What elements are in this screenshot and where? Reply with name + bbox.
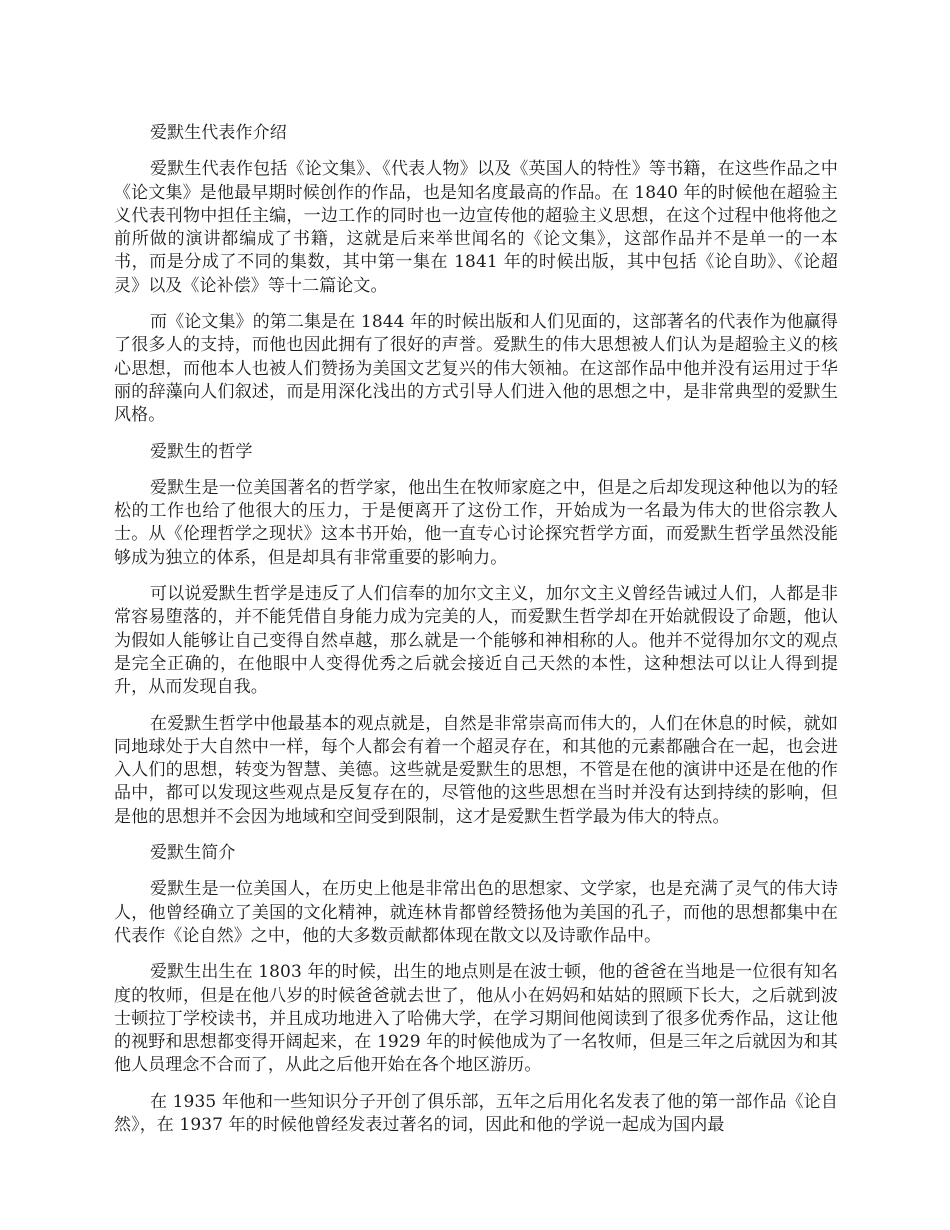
paragraph: 爱默生出生在 1803 年的时候，出生的地点则是在波士顿，他的爸爸在当地是一位很有知名度的牧师，但是在他八岁的时候爸爸就去世了，他从小在妈妈和姑姑的照顾下长大，之后就到波士顿拉丁学校读书，并且成功地进入了哈佛大学，在学习期间他阅读到了很多优秀作品，这让他的视野和思想都变得开阔起来，在 1929 年的时候他成为了一名牧师，但是三年之后就因为和其他人员理念不合而了，从此之后他开始在各个地区游历。 bbox=[114, 962, 838, 1076]
paragraph: 在 1935 年他和一些知识分子开创了俱乐部，五年之后用化名发表了他的第一部作品《论自然》，在 1937 年的时候他曾经发表过著名的词，因此和他的学说一起成为国内最 bbox=[114, 1091, 838, 1135]
paragraph: 爱默生是一位美国著名的哲学家，他出生在牧师家庭之中，但是之后却发现这种他以为的轻松的工作也给了他很大的压力，于是便离开了这份工作，开始成为一名最为伟大的世俗宗教人士。从《伦理哲学之现状》这本书开始，他一直专心讨论探究哲学方面，而爱默生哲学虽然没能够成为独立的体系，但是却具有非常重要的影响力。 bbox=[114, 477, 838, 568]
paragraph: 可以说爱默生哲学是违反了人们信奉的加尔文主义，加尔文主义曾经告诫过人们，人都是非常容易堕落的，并不能凭借自身能力成为完美的人，而爱默生哲学却在开始就假设了命题，他认为假如人能够让自己变得自然卓越，那么就是一个能够和神相称的人。他并不觉得加尔文的观点是完全正确的，在他眼中人变得优秀之后就会接近自己天然的本性，这种想法可以让人得到提升，从而发现自我。 bbox=[114, 584, 838, 698]
section-heading-bio: 爱默生简介 bbox=[150, 843, 236, 864]
section-heading-philosophy: 爱默生的哲学 bbox=[150, 441, 253, 462]
paragraph: 爱默生代表作包括《论文集》、《代表人物》以及《英国人的特性》等书籍，在这些作品之中《论文集》是他最早期时候创作的作品，也是知名度最高的作品。在 1840 年的时候他在超验主义代表刊物中担任主编，一边工作的同时也一边宣传他的超验主义思想，在这个过程中他将他之前所做的演讲都编成了书籍，这就是后来举世闻名的《论文集》，这部作品并不是单一的一本书，而是分成了不同的集数，其中第一集在 1841 年的时候出版，其中包括《论自助》、《论超灵》以及《论补偿》等十二篇论文。 bbox=[114, 159, 838, 296]
paragraph: 而《论文集》的第二集是在 1844 年的时候出版和人们见面的，这部著名的代表作为他赢得了很多人的支持，而他也因此拥有了很好的声誉。爱默生的伟大思想被人们认为是超验主义的核心思想，而他本人也被人们赞扬为美国文艺复兴的伟大领袖。在这部作品中他并没有运用过于华丽的辞藻向人们叙述，而是用深化浅出的方式引导人们进入他的思想之中，是非常典型的爱默生风格。 bbox=[114, 312, 838, 426]
document-page bbox=[114, 122, 838, 1150]
paragraph: 爱默生是一位美国人，在历史上他是非常出色的思想家、文学家，也是充满了灵气的伟大诗人，他曾经确立了美国的文化精神，就连林肯都曾经赞扬他为美国的孔子，而他的思想都集中在代表作《论自然》之中，他的大多数贡献都体现在散文以及诗歌作品中。 bbox=[114, 879, 838, 946]
paragraph: 在爱默生哲学中他最基本的观点就是，自然是非常崇高而伟大的，人们在休息的时候，就如同地球处于大自然中一样，每个人都会有着一个超灵存在，和其他的元素都融合在一起，也会进入人们的思想，转变为智慧、美德。这些就是爱默生的思想，不管是在他的演讲中还是在他的作品中，都可以发现这些观点是反复存在的，尽管他的这些思想在当时并没有达到持续的影响，但是他的思想并不会因为地域和空间受到限制，这才是爱默生哲学最为伟大的特点。 bbox=[114, 713, 838, 827]
section-heading-works: 爱默生代表作介绍 bbox=[150, 123, 287, 143]
